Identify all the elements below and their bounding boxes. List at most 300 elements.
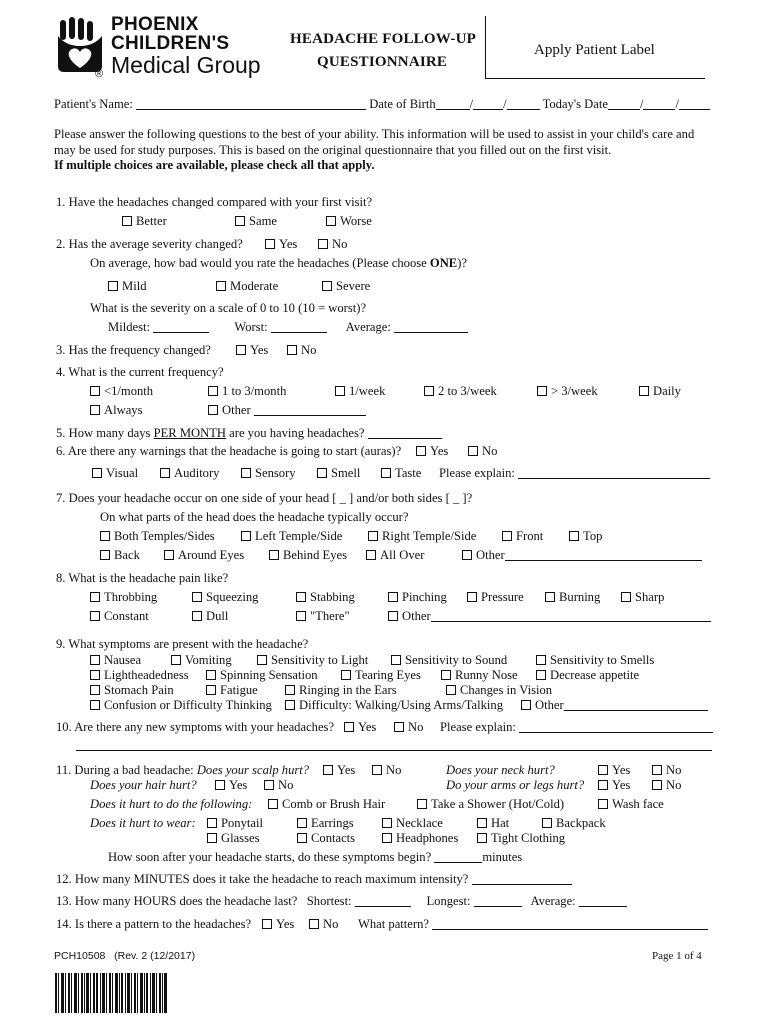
option-label: Backpack (556, 816, 606, 830)
checkbox[interactable] (297, 818, 307, 828)
q2-sev-moderate[interactable] (216, 279, 278, 294)
option-label: All Over (380, 548, 425, 562)
q9-runny-nose[interactable] (441, 668, 518, 683)
q4-gt3-week[interactable] (537, 384, 598, 399)
checkbox[interactable] (257, 655, 267, 665)
average-field[interactable] (394, 320, 468, 333)
option-label: No (666, 778, 682, 792)
checkbox[interactable] (207, 818, 217, 828)
option-label: Yes (337, 763, 356, 777)
q11-comb-hair[interactable] (268, 797, 385, 812)
checkbox[interactable] (416, 446, 426, 456)
option-label: Both Temples/Sides (114, 529, 215, 543)
option-label: Same (249, 214, 277, 228)
q11-arms-question: Do your arms or legs hurt? (446, 778, 585, 792)
q11-contacts[interactable] (297, 831, 355, 846)
q2-sev-mild[interactable] (108, 279, 147, 294)
checkbox[interactable] (477, 833, 487, 843)
option-label: Top (583, 529, 603, 543)
mildest-field[interactable] (153, 320, 209, 333)
q10-explain-line2[interactable] (76, 750, 712, 751)
option-label: Right Temple/Side (382, 529, 477, 543)
page-number: Page 1 of 4 (652, 950, 702, 962)
checkbox[interactable] (90, 405, 100, 415)
q8-there[interactable] (296, 609, 350, 624)
q3-yes[interactable] (236, 343, 268, 358)
patient-info-row: Patient's Name: Date of Birth / / Today's Date / / (54, 97, 710, 112)
q8-squeezing[interactable] (192, 590, 258, 605)
q6-smell[interactable] (317, 466, 360, 481)
q2-sub1-bold: ONE (429, 256, 458, 270)
q7-around-eyes[interactable] (164, 548, 244, 563)
q6-visual[interactable] (92, 466, 138, 481)
q9-other[interactable] (521, 698, 708, 713)
checkbox[interactable] (536, 655, 546, 665)
q10-explain-label: Please explain: (440, 720, 516, 734)
option-label: Sensitivity to Smells (550, 653, 655, 667)
checkbox[interactable] (285, 685, 295, 695)
q7-both-sides-field[interactable]: [ _ ] (445, 491, 467, 505)
q11-tight-clothing[interactable] (477, 831, 565, 846)
checkbox[interactable] (545, 592, 555, 602)
checkbox[interactable] (241, 468, 251, 478)
checkbox[interactable] (417, 799, 427, 809)
registered-mark: ® (95, 68, 104, 80)
checkbox[interactable] (322, 281, 332, 291)
checkbox[interactable] (309, 919, 319, 929)
option-label: Lightheadedness (104, 668, 189, 682)
option-label: Visual (106, 466, 139, 480)
checkbox[interactable] (537, 386, 547, 396)
checkbox[interactable] (441, 670, 451, 680)
form-title-line2: QUESTIONNAIRE (317, 54, 448, 70)
q14-no[interactable] (309, 917, 338, 932)
checkbox[interactable] (90, 386, 100, 396)
checkbox[interactable] (192, 592, 202, 602)
q7-behind-eyes[interactable] (269, 548, 347, 563)
q7-front[interactable] (502, 529, 543, 544)
q8-burning[interactable] (545, 590, 600, 605)
q7-mid: and/or both sides (353, 491, 446, 505)
q11-hair-yes[interactable] (215, 778, 247, 793)
checkbox[interactable] (269, 550, 279, 560)
checkbox[interactable] (598, 799, 608, 809)
checkbox[interactable] (381, 468, 391, 478)
q9-difficulty[interactable] (285, 698, 503, 713)
checkbox[interactable] (207, 833, 217, 843)
option-label: Tearing Eyes (355, 668, 421, 682)
checkbox[interactable] (446, 685, 456, 695)
q6-explain-label: Please explain: (439, 466, 515, 480)
option-label: Always (104, 403, 143, 417)
q11-arms-no[interactable] (652, 778, 681, 793)
q8-constant[interactable] (90, 609, 149, 624)
q4-1-week[interactable] (335, 384, 385, 399)
q6-taste[interactable] (381, 466, 421, 481)
q11-headphones[interactable] (382, 831, 458, 846)
checkbox[interactable] (639, 386, 649, 396)
checkbox[interactable] (268, 799, 278, 809)
option-label: Changes in Vision (460, 683, 553, 697)
q11-neck-no[interactable] (652, 763, 681, 778)
q9-vomiting[interactable] (171, 653, 232, 668)
option-label: Fatigue (220, 683, 258, 697)
checkbox[interactable] (164, 550, 174, 560)
dob-label: Date of Birth (369, 97, 436, 111)
todays-date-label: Today's Date (542, 97, 608, 111)
q9-other-field[interactable] (564, 698, 708, 711)
q5-pre: 5. How many days (56, 426, 154, 440)
checkbox[interactable] (317, 468, 327, 478)
q8-throbbing[interactable] (90, 590, 157, 605)
q14-what-label: What pattern? (358, 917, 429, 931)
option-label: No (482, 444, 498, 458)
q11-neck-question: Does your neck hurt? (446, 763, 555, 777)
checkbox[interactable] (216, 281, 226, 291)
checkbox[interactable] (598, 765, 608, 775)
q5-underlined: PER MONTH (153, 426, 227, 440)
q14-pattern-field[interactable] (432, 917, 708, 930)
checkbox[interactable] (344, 722, 354, 732)
option-label: Other (402, 609, 431, 623)
option-label: Back (114, 548, 140, 562)
q3-no[interactable] (287, 343, 316, 358)
checkbox[interactable] (90, 670, 100, 680)
checkbox[interactable] (569, 531, 579, 541)
q6-auditory[interactable] (160, 466, 219, 481)
q10-explain-field[interactable] (519, 720, 713, 733)
checkbox[interactable] (621, 592, 631, 602)
checkbox[interactable] (542, 818, 552, 828)
checkbox[interactable] (90, 655, 100, 665)
q1-option-better[interactable] (122, 214, 167, 229)
q2-sub1-pre: On average, how bad would you rate the headaches (Please choose (90, 256, 430, 270)
q11-hair-no[interactable] (264, 778, 293, 793)
q7-back[interactable] (100, 548, 140, 563)
checkbox[interactable] (285, 700, 295, 710)
q11-earrings[interactable] (297, 816, 354, 831)
checkbox[interactable] (296, 592, 306, 602)
q6-no[interactable] (468, 444, 497, 459)
q8-stabbing[interactable] (296, 590, 355, 605)
option-label: Better (136, 214, 167, 228)
q4-other-field[interactable] (254, 403, 366, 416)
q11-scalp-no[interactable] (372, 763, 401, 778)
dob-month-field[interactable] (436, 97, 470, 110)
q7-top[interactable] (569, 529, 602, 544)
q9-tearing-eyes[interactable] (341, 668, 421, 683)
option-label: Difficulty: Walking/Using Arms/Talking (299, 698, 504, 712)
checkbox[interactable] (477, 818, 487, 828)
checkbox[interactable] (192, 611, 202, 621)
q9-decrease-appetite[interactable] (536, 668, 639, 683)
checkbox[interactable] (382, 818, 392, 828)
q7-pre: 7. Does your headache occur on one side of your head (56, 491, 333, 505)
option-label: Yes (229, 778, 248, 792)
option-label: No (408, 720, 424, 734)
barcode-icon (55, 973, 167, 1013)
q9-ringing-ears[interactable] (285, 683, 397, 698)
option-label: Other (222, 403, 251, 417)
checkbox[interactable] (264, 780, 274, 790)
option-label: Confusion or Difficulty Thinking (104, 698, 272, 712)
q6-explain-field[interactable] (518, 466, 710, 479)
q9-sensitivity-smells[interactable] (536, 653, 654, 668)
checkbox[interactable] (598, 780, 608, 790)
checkbox[interactable] (536, 670, 546, 680)
checkbox[interactable] (265, 239, 275, 249)
q11-hair-question: Does your hair hurt? (90, 778, 197, 792)
checkbox[interactable] (368, 531, 378, 541)
patient-name-field[interactable] (136, 97, 366, 110)
worst-label: Worst: (234, 320, 268, 334)
q8-pinching[interactable] (388, 590, 447, 605)
checkbox[interactable] (462, 550, 472, 560)
checkbox[interactable] (90, 592, 100, 602)
checkbox[interactable] (241, 531, 251, 541)
q12-label: 12. How many MINUTES does it take the headache to reach maximum intensity? (56, 872, 469, 886)
checkbox[interactable] (160, 468, 170, 478)
form-code-number: PCH10508 (54, 950, 106, 962)
q11-minutes-field[interactable] (434, 850, 482, 863)
option-label: > 3/week (551, 384, 598, 398)
checkbox[interactable] (90, 611, 100, 621)
q4-always[interactable] (90, 403, 142, 418)
option-label: Dull (206, 609, 229, 623)
q7-all-over[interactable] (366, 548, 424, 563)
intro-line1: Please answer the following questions to the best of your ability. This information will be used to assist in your child's care and (54, 127, 695, 141)
q10-no[interactable] (394, 720, 423, 735)
option-label: Ponytail (221, 816, 263, 830)
q13-average-label: Average: (530, 894, 576, 908)
checkbox[interactable] (287, 345, 297, 355)
q13-average-field[interactable] (579, 894, 627, 907)
form-revision: (Rev. 2 (12/2017) (114, 950, 196, 962)
checkbox[interactable] (388, 611, 398, 621)
dob-year-field[interactable] (507, 97, 540, 110)
option-label: Vomiting (185, 653, 232, 667)
q8-other-field[interactable] (431, 609, 711, 622)
option-label: Ringing in the Ears (299, 683, 397, 697)
q9-spinning[interactable] (206, 668, 318, 683)
checkbox[interactable] (206, 685, 216, 695)
checkbox[interactable] (90, 685, 100, 695)
q9-fatigue[interactable] (206, 683, 258, 698)
q2-sub2: What is the severity on a scale of 0 to 10 (10 = worst)? (90, 301, 367, 315)
checkbox[interactable] (208, 386, 218, 396)
q11-neck-yes[interactable] (598, 763, 630, 778)
option-label: Sensitivity to Sound (405, 653, 508, 667)
q2-no[interactable] (318, 237, 347, 252)
checkbox[interactable] (92, 468, 102, 478)
checkbox[interactable] (262, 919, 272, 929)
option-label: No (332, 237, 348, 251)
q7-right-temple[interactable] (368, 529, 476, 544)
checkbox[interactable] (652, 765, 662, 775)
checkbox[interactable] (122, 216, 132, 226)
option-label: Wash face (612, 797, 664, 811)
dob-day-field[interactable] (473, 97, 503, 110)
q4-text: 4. What is the current frequency? (56, 365, 224, 379)
q7-other[interactable] (462, 548, 702, 563)
q11-scalp-yes[interactable] (323, 763, 355, 778)
checkbox[interactable] (108, 281, 118, 291)
q11-arms-yes[interactable] (598, 778, 630, 793)
q4-1to3-month[interactable] (208, 384, 286, 399)
form-code (54, 950, 195, 963)
checkbox[interactable] (388, 592, 398, 602)
q11-wash-face[interactable] (598, 797, 664, 812)
q11-row1 (56, 763, 309, 778)
option-label: Runny Nose (455, 668, 518, 682)
option-label: Nausea (104, 653, 142, 667)
q4-daily[interactable] (639, 384, 681, 399)
intro-instruction: If multiple choices are available, please check all that apply. (54, 158, 375, 172)
q6-explain (439, 466, 710, 481)
q1-option-same[interactable] (235, 214, 277, 229)
option-label: Yes (430, 444, 449, 458)
q11-pre: 11. During a bad headache: (56, 763, 197, 777)
q11-necklace[interactable] (382, 816, 443, 831)
q11-shower[interactable] (417, 797, 564, 812)
option-label: Auditory (174, 466, 220, 480)
checkbox[interactable] (502, 531, 512, 541)
checkbox[interactable] (424, 386, 434, 396)
option-label: Constant (104, 609, 149, 623)
checkbox[interactable] (467, 592, 477, 602)
checkbox[interactable] (206, 670, 216, 680)
checkbox[interactable] (382, 833, 392, 843)
option-label: Throbbing (104, 590, 158, 604)
option-label: Yes (279, 237, 298, 251)
option-label: Earrings (311, 816, 354, 830)
q12-minutes-field[interactable] (472, 872, 572, 885)
q1-text: 1. Have the headaches changed compared with your first visit? (56, 195, 373, 209)
q9-sensitivity-light[interactable] (257, 653, 368, 668)
option-label: Comb or Brush Hair (282, 797, 386, 811)
checkbox[interactable] (326, 216, 336, 226)
q4-other[interactable] (208, 403, 366, 418)
q9-lightheadedness[interactable] (90, 668, 189, 683)
option-label: Left Temple/Side (255, 529, 343, 543)
checkbox[interactable] (341, 670, 351, 680)
option-label: 1 to 3/month (222, 384, 287, 398)
q4-2to3-week[interactable] (424, 384, 497, 399)
checkbox[interactable] (100, 550, 110, 560)
q9-nausea[interactable] (90, 653, 141, 668)
checkbox[interactable] (323, 765, 333, 775)
q8-other[interactable] (388, 609, 711, 624)
q6-yes[interactable] (416, 444, 448, 459)
q8-pressure[interactable] (467, 590, 524, 605)
logo-line3: Medical Group (111, 52, 261, 78)
q11-hat[interactable] (477, 816, 509, 831)
checkbox[interactable] (297, 833, 307, 843)
q7-sub: On what parts of the head does the headache typically occur? (100, 510, 409, 524)
option-label: Smell (331, 466, 361, 480)
worst-field[interactable] (271, 320, 327, 333)
checkbox[interactable] (90, 700, 100, 710)
q5-post: are you having headaches? (226, 426, 365, 440)
option-label: Take a Shower (Hot/Cold) (431, 797, 565, 811)
q9-sensitivity-sound[interactable] (391, 653, 507, 668)
q2-scale-row (108, 320, 468, 335)
checkbox[interactable] (215, 780, 225, 790)
option-label: Yes (250, 343, 269, 357)
checkbox[interactable] (335, 386, 345, 396)
q1-option-worse[interactable] (326, 214, 372, 229)
checkbox[interactable] (100, 531, 110, 541)
q4-lt1-month[interactable] (90, 384, 153, 399)
option-label: Yes (276, 917, 295, 931)
q2-yes[interactable] (265, 237, 297, 252)
q12-text (56, 872, 572, 887)
q11-scalp-question: Does your scalp hurt? (196, 763, 310, 777)
q11-minutes-label: minutes (482, 850, 523, 864)
q9-confusion[interactable] (90, 698, 272, 713)
q10-explain (440, 720, 713, 735)
q9-text: 9. What symptoms are present with the headache? (56, 637, 309, 651)
q6-sensory[interactable] (241, 466, 296, 481)
checkbox[interactable] (521, 700, 531, 710)
logo-line1: PHOENIX (111, 14, 199, 35)
q10-yes[interactable] (344, 720, 376, 735)
checkbox[interactable] (236, 345, 246, 355)
checkbox[interactable] (394, 722, 404, 732)
q5-days-field[interactable] (368, 426, 442, 439)
option-label: No (278, 778, 294, 792)
q11-how-soon-label: How soon after your headache starts, do these symptoms begin? (108, 850, 432, 864)
q8-dull[interactable] (192, 609, 228, 624)
q13-shortest-field[interactable] (355, 894, 411, 907)
checkbox[interactable] (208, 405, 218, 415)
today-day-field[interactable] (643, 97, 675, 110)
q9-changes-vision[interactable] (446, 683, 552, 698)
q2-sub1 (90, 256, 467, 271)
today-month-field[interactable] (608, 97, 640, 110)
q13-shortest-label: Shortest: (306, 894, 352, 908)
checkbox[interactable] (296, 611, 306, 621)
q13-text (56, 894, 627, 909)
q13-longest-field[interactable] (474, 894, 522, 907)
checkbox[interactable] (318, 239, 328, 249)
q11-glasses[interactable] (207, 831, 259, 846)
q14-yes[interactable] (262, 917, 294, 932)
checkbox[interactable] (366, 550, 376, 560)
q2-sev-severe[interactable] (322, 279, 370, 294)
q11-ponytail[interactable] (207, 816, 263, 831)
q8-text: 8. What is the headache pain like? (56, 571, 229, 585)
q7-other-field[interactable] (505, 548, 702, 561)
q9-stomach-pain[interactable] (90, 683, 174, 698)
q11-do-label: Does it hurt to do the following: (90, 797, 253, 811)
checkbox[interactable] (391, 655, 401, 665)
option-label: Stomach Pain (104, 683, 174, 697)
checkbox[interactable] (235, 216, 245, 226)
checkbox[interactable] (652, 780, 662, 790)
q7-left-temple[interactable] (241, 529, 342, 544)
q8-sharp[interactable] (621, 590, 664, 605)
today-year-field[interactable] (679, 97, 710, 110)
q7-both-temples[interactable] (100, 529, 215, 544)
q7-one-side-field[interactable]: [ _ ] (332, 491, 354, 505)
checkbox[interactable] (171, 655, 181, 665)
checkbox[interactable] (468, 446, 478, 456)
option-label: Spinning Sensation (220, 668, 318, 682)
q11-backpack[interactable] (542, 816, 606, 831)
checkbox[interactable] (372, 765, 382, 775)
option-label: No (323, 917, 339, 931)
